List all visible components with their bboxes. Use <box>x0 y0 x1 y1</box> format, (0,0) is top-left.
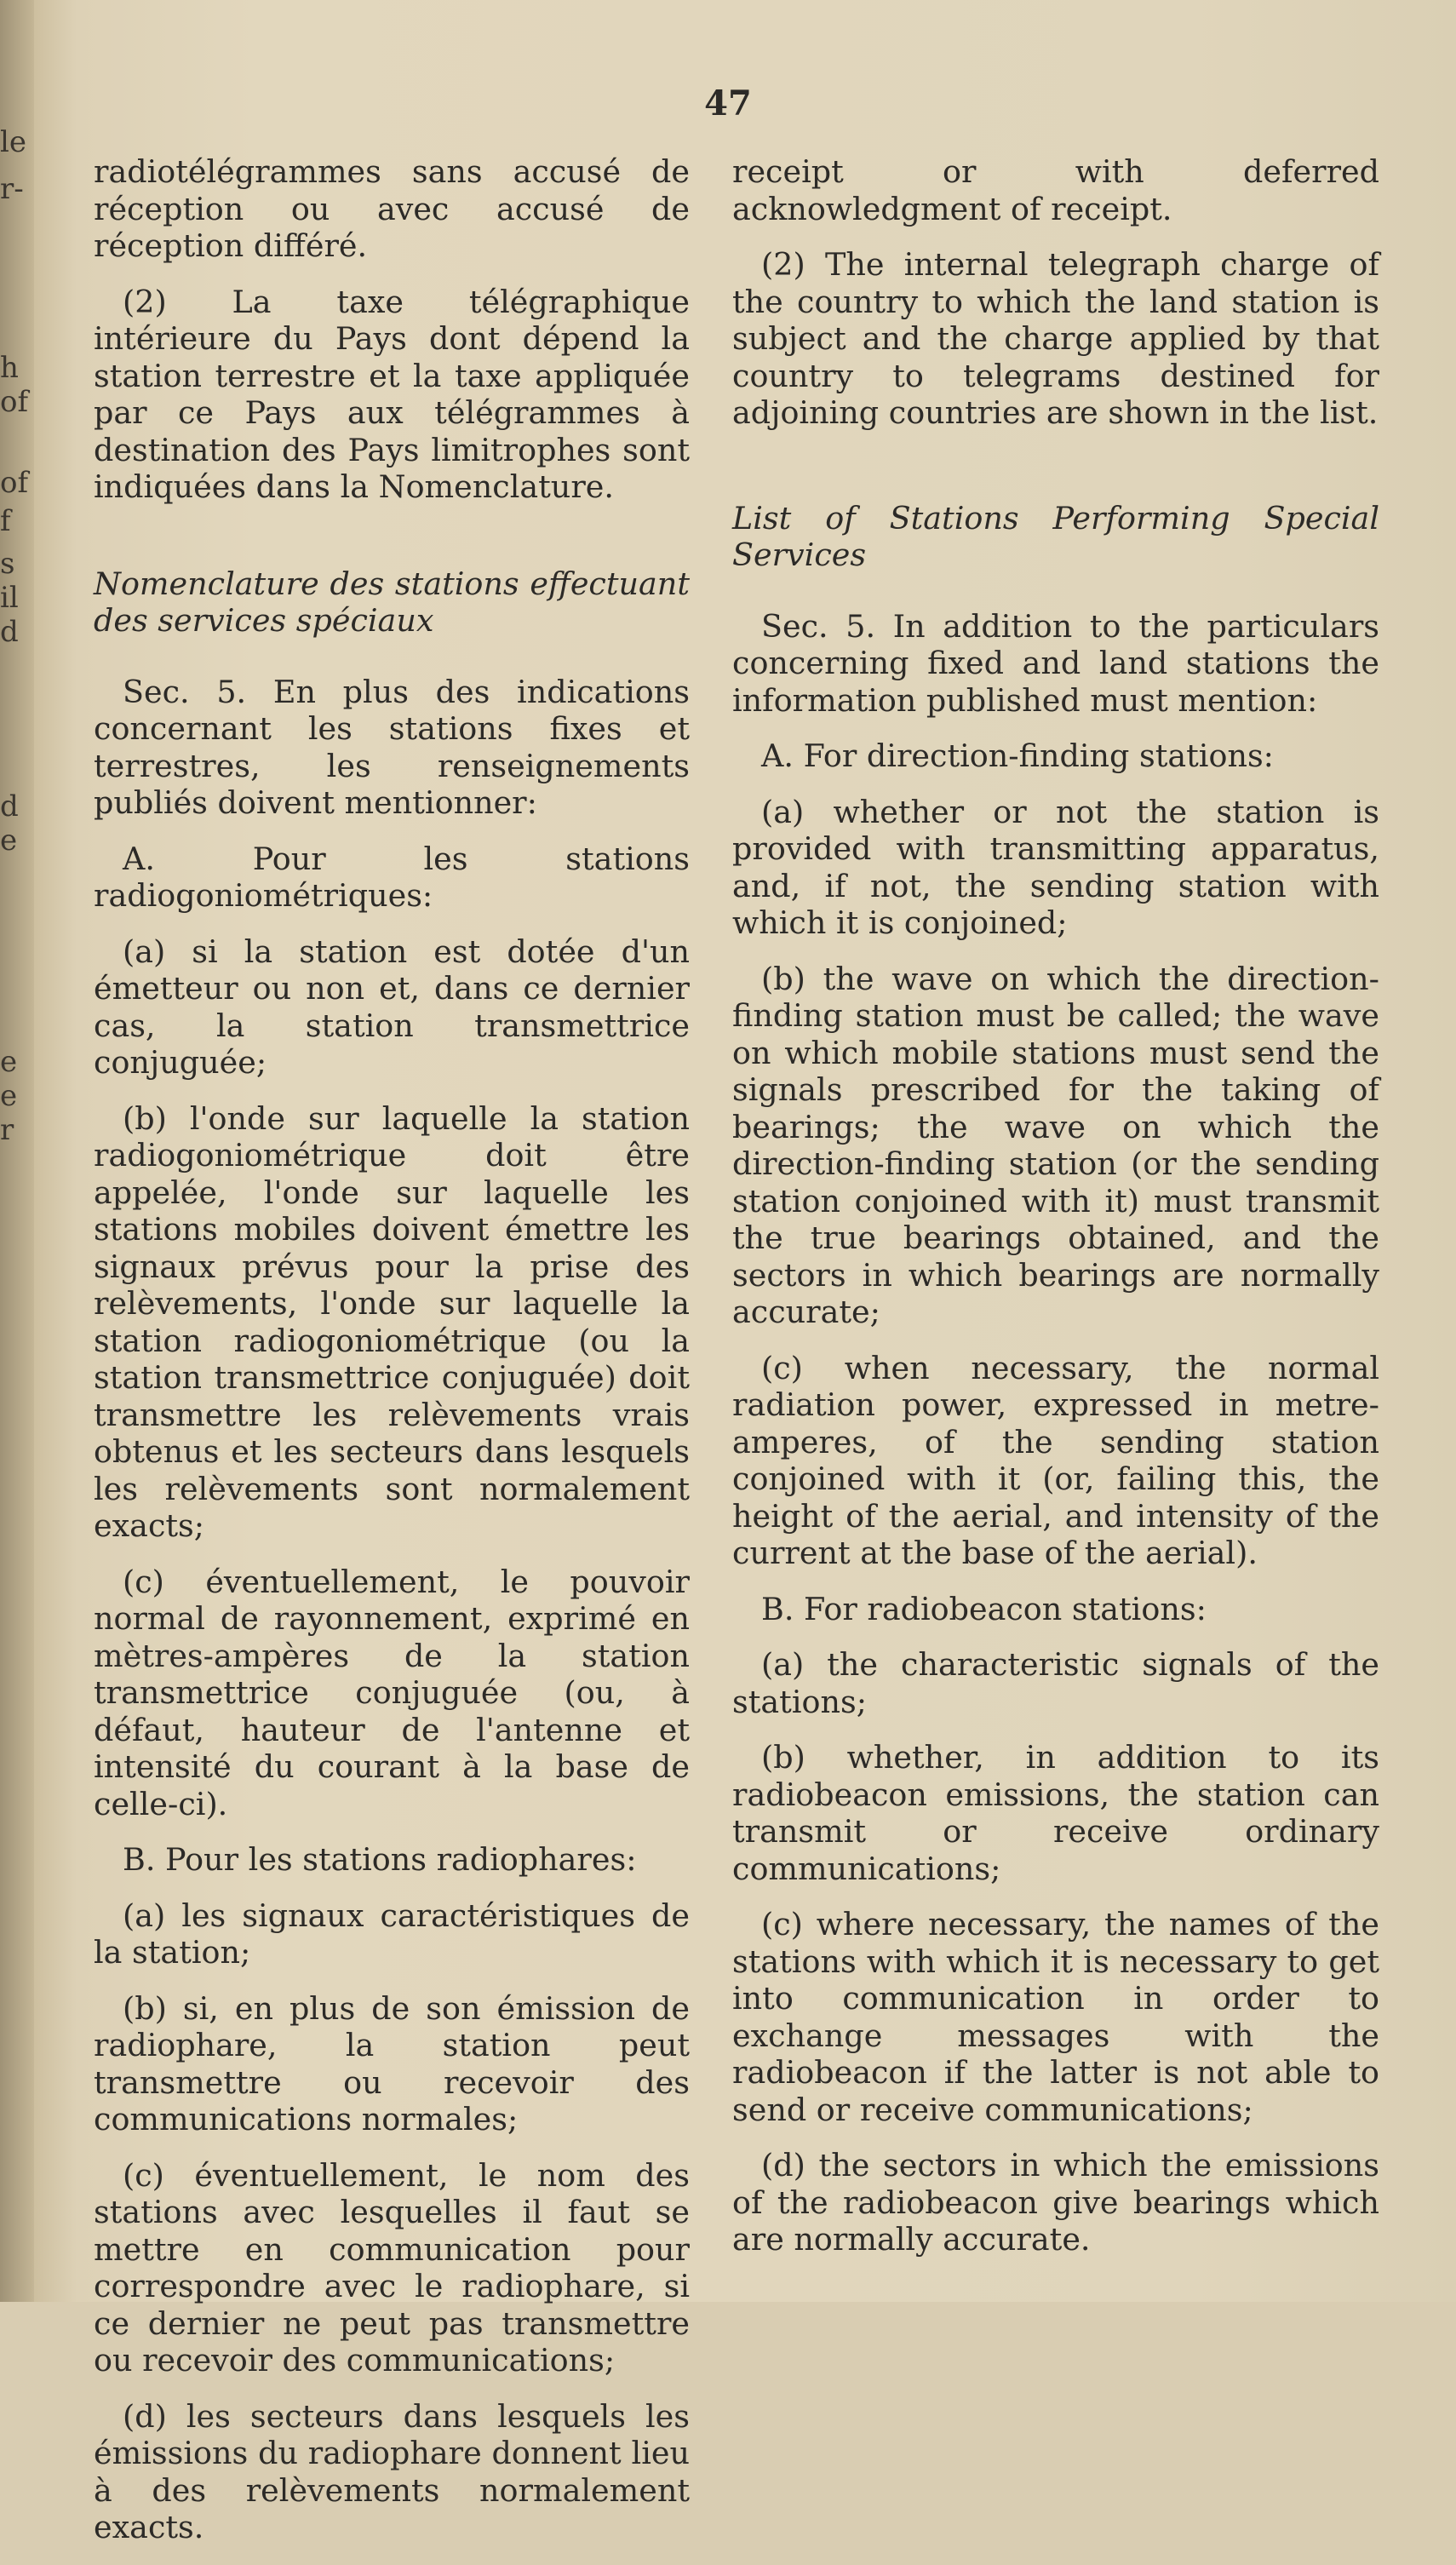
edge-mark: of <box>0 385 29 419</box>
fr-paragraph-2: Sec. 5. En plus des indications concernant les stations fixes et terrestres, les renseignements publiés doivent mentionner: <box>94 673 690 821</box>
french-column <box>94 153 690 2565</box>
fr-paragraph-11: (d) les secteurs dans lesquels les émissions du radiophare donnent lieu à des relèvements normalement exacts. <box>94 2397 690 2545</box>
edge-mark: r- <box>0 172 24 206</box>
page-gutter <box>0 0 34 2302</box>
fr-paragraph-10: (c) éventuellement, le nom des stations avec lesquelles il faut se mettre en communication pour correspondre avec le radiophare, si ce dernier ne peut pas transmettre ou recevoir des communications; <box>94 2156 690 2379</box>
fr-paragraph-5: (b) l'onde sur laquelle la station radiogoniométrique doit être appelée, l'onde sur laquelle les stations mobiles doivent émettre les signaux prévus pour la prise des relèvements, l'onde sur laquelle la station radiogoniométrique (ou la station transmettrice conjuguée) doit transmettre les relèvements vrais obtenus et les secteurs dans lesquels les relèvements sont normalement exacts; <box>94 1099 690 1544</box>
fr-paragraph-0: radiotélégrammes sans accusé de réception ou avec accusé de réception différé. <box>94 153 690 264</box>
en-paragraph-11: (d) the sectors in which the emissions of the radiobeacon give bearings which are normally accurate. <box>732 2147 1379 2258</box>
edge-mark: f <box>0 504 11 538</box>
edge-mark: d <box>0 615 19 649</box>
fr-section-heading: Nomenclature des stations effectuant des services spéciaux <box>94 565 690 639</box>
en-paragraph-0: receipt or with deferred acknowledgment of receipt. <box>732 153 1379 227</box>
edge-mark: e <box>0 1079 18 1113</box>
fr-paragraph-4: (a) si la station est dotée d'un émetteur ou non et, dans ce dernier cas, la station transmettrice conjuguée; <box>94 932 690 1081</box>
fr-paragraph-1: (2) La taxe télégraphique intérieure du Pays dont dépend la station terrestre et la taxe appliquée par ce Pays aux télégrammes à destination des Pays limitrophes sont indiquées dans la Nomenclature. <box>94 283 690 505</box>
en-paragraph-4: (a) whether or not the station is provided with transmitting apparatus, and, if not, the sending station with which it is conjoined; <box>732 793 1379 941</box>
edge-mark: d <box>0 789 19 823</box>
english-column <box>732 153 1379 2277</box>
page-number: 47 <box>704 83 752 123</box>
fr-paragraph-3: A. Pour les stations radiogoniométriques: <box>94 840 690 914</box>
edge-mark: s <box>0 547 15 581</box>
edge-mark: h <box>0 351 19 385</box>
en-paragraph-3: A. For direction-finding stations: <box>761 737 1274 774</box>
edge-mark: e <box>0 823 18 858</box>
edge-mark: le <box>0 125 26 159</box>
en-paragraph-1: (2) The internal telegraph charge of the country to which the land station is subject and the charge applied by that country to telegrams destined for adjoining countries are shown in the list. <box>732 246 1379 431</box>
en-paragraph-8: (a) the characteristic signals of the stations; <box>732 1646 1379 1720</box>
edge-mark: il <box>0 581 19 615</box>
fr-paragraph-7: B. Pour les stations radiophares: <box>123 1841 637 1878</box>
en-section-heading: List of Stations Performing Special Services <box>732 499 1379 573</box>
en-paragraph-6: (c) when necessary, the normal radiation power, expressed in metre-amperes, of the sending station conjoined with it (or, failing this, the height of the aerial, and intensity of the current at the base of the aerial). <box>732 1349 1379 1571</box>
edge-mark: of <box>0 466 29 500</box>
en-paragraph-5: (b) the wave on which the direction-finding station must be called; the wave on which mobile stations must send the signals prescribed for the taking of bearings; the wave on which the direction-finding station (or the sending station conjoined with it) must transmit the true bearings obtained, and the sectors in which bearings are normally accurate; <box>732 960 1379 1330</box>
en-paragraph-7: B. For radiobeacon stations: <box>761 1590 1207 1627</box>
fr-paragraph-9: (b) si, en plus de son émission de radiophare, la station peut transmettre ou recevoir des communications normales; <box>94 1989 690 2138</box>
edge-mark: r <box>0 1113 14 1147</box>
en-paragraph-9: (b) whether, in addition to its radiobeacon emissions, the station can transmit or receive ordinary communications; <box>732 1739 1379 1887</box>
fr-paragraph-8: (a) les signaux caractéristiques de la station; <box>94 1896 690 1971</box>
en-paragraph-2: Sec. 5. In addition to the particulars concerning fixed and land stations the information published must mention: <box>732 607 1379 719</box>
fr-paragraph-6: (c) éventuellement, le pouvoir normal de rayonnement, exprimé en mètres-ampères de la station transmettrice conjuguée (ou, à défaut, hauteur de l'antenne et intensité du courant à la base de celle-ci). <box>94 1563 690 1822</box>
en-paragraph-10: (c) where necessary, the names of the stations with which it is necessary to get into communication in order to exchange messages with the radiobeacon if the latter is not able to send or receive communications; <box>732 1906 1379 2128</box>
edge-mark: e <box>0 1045 18 1079</box>
